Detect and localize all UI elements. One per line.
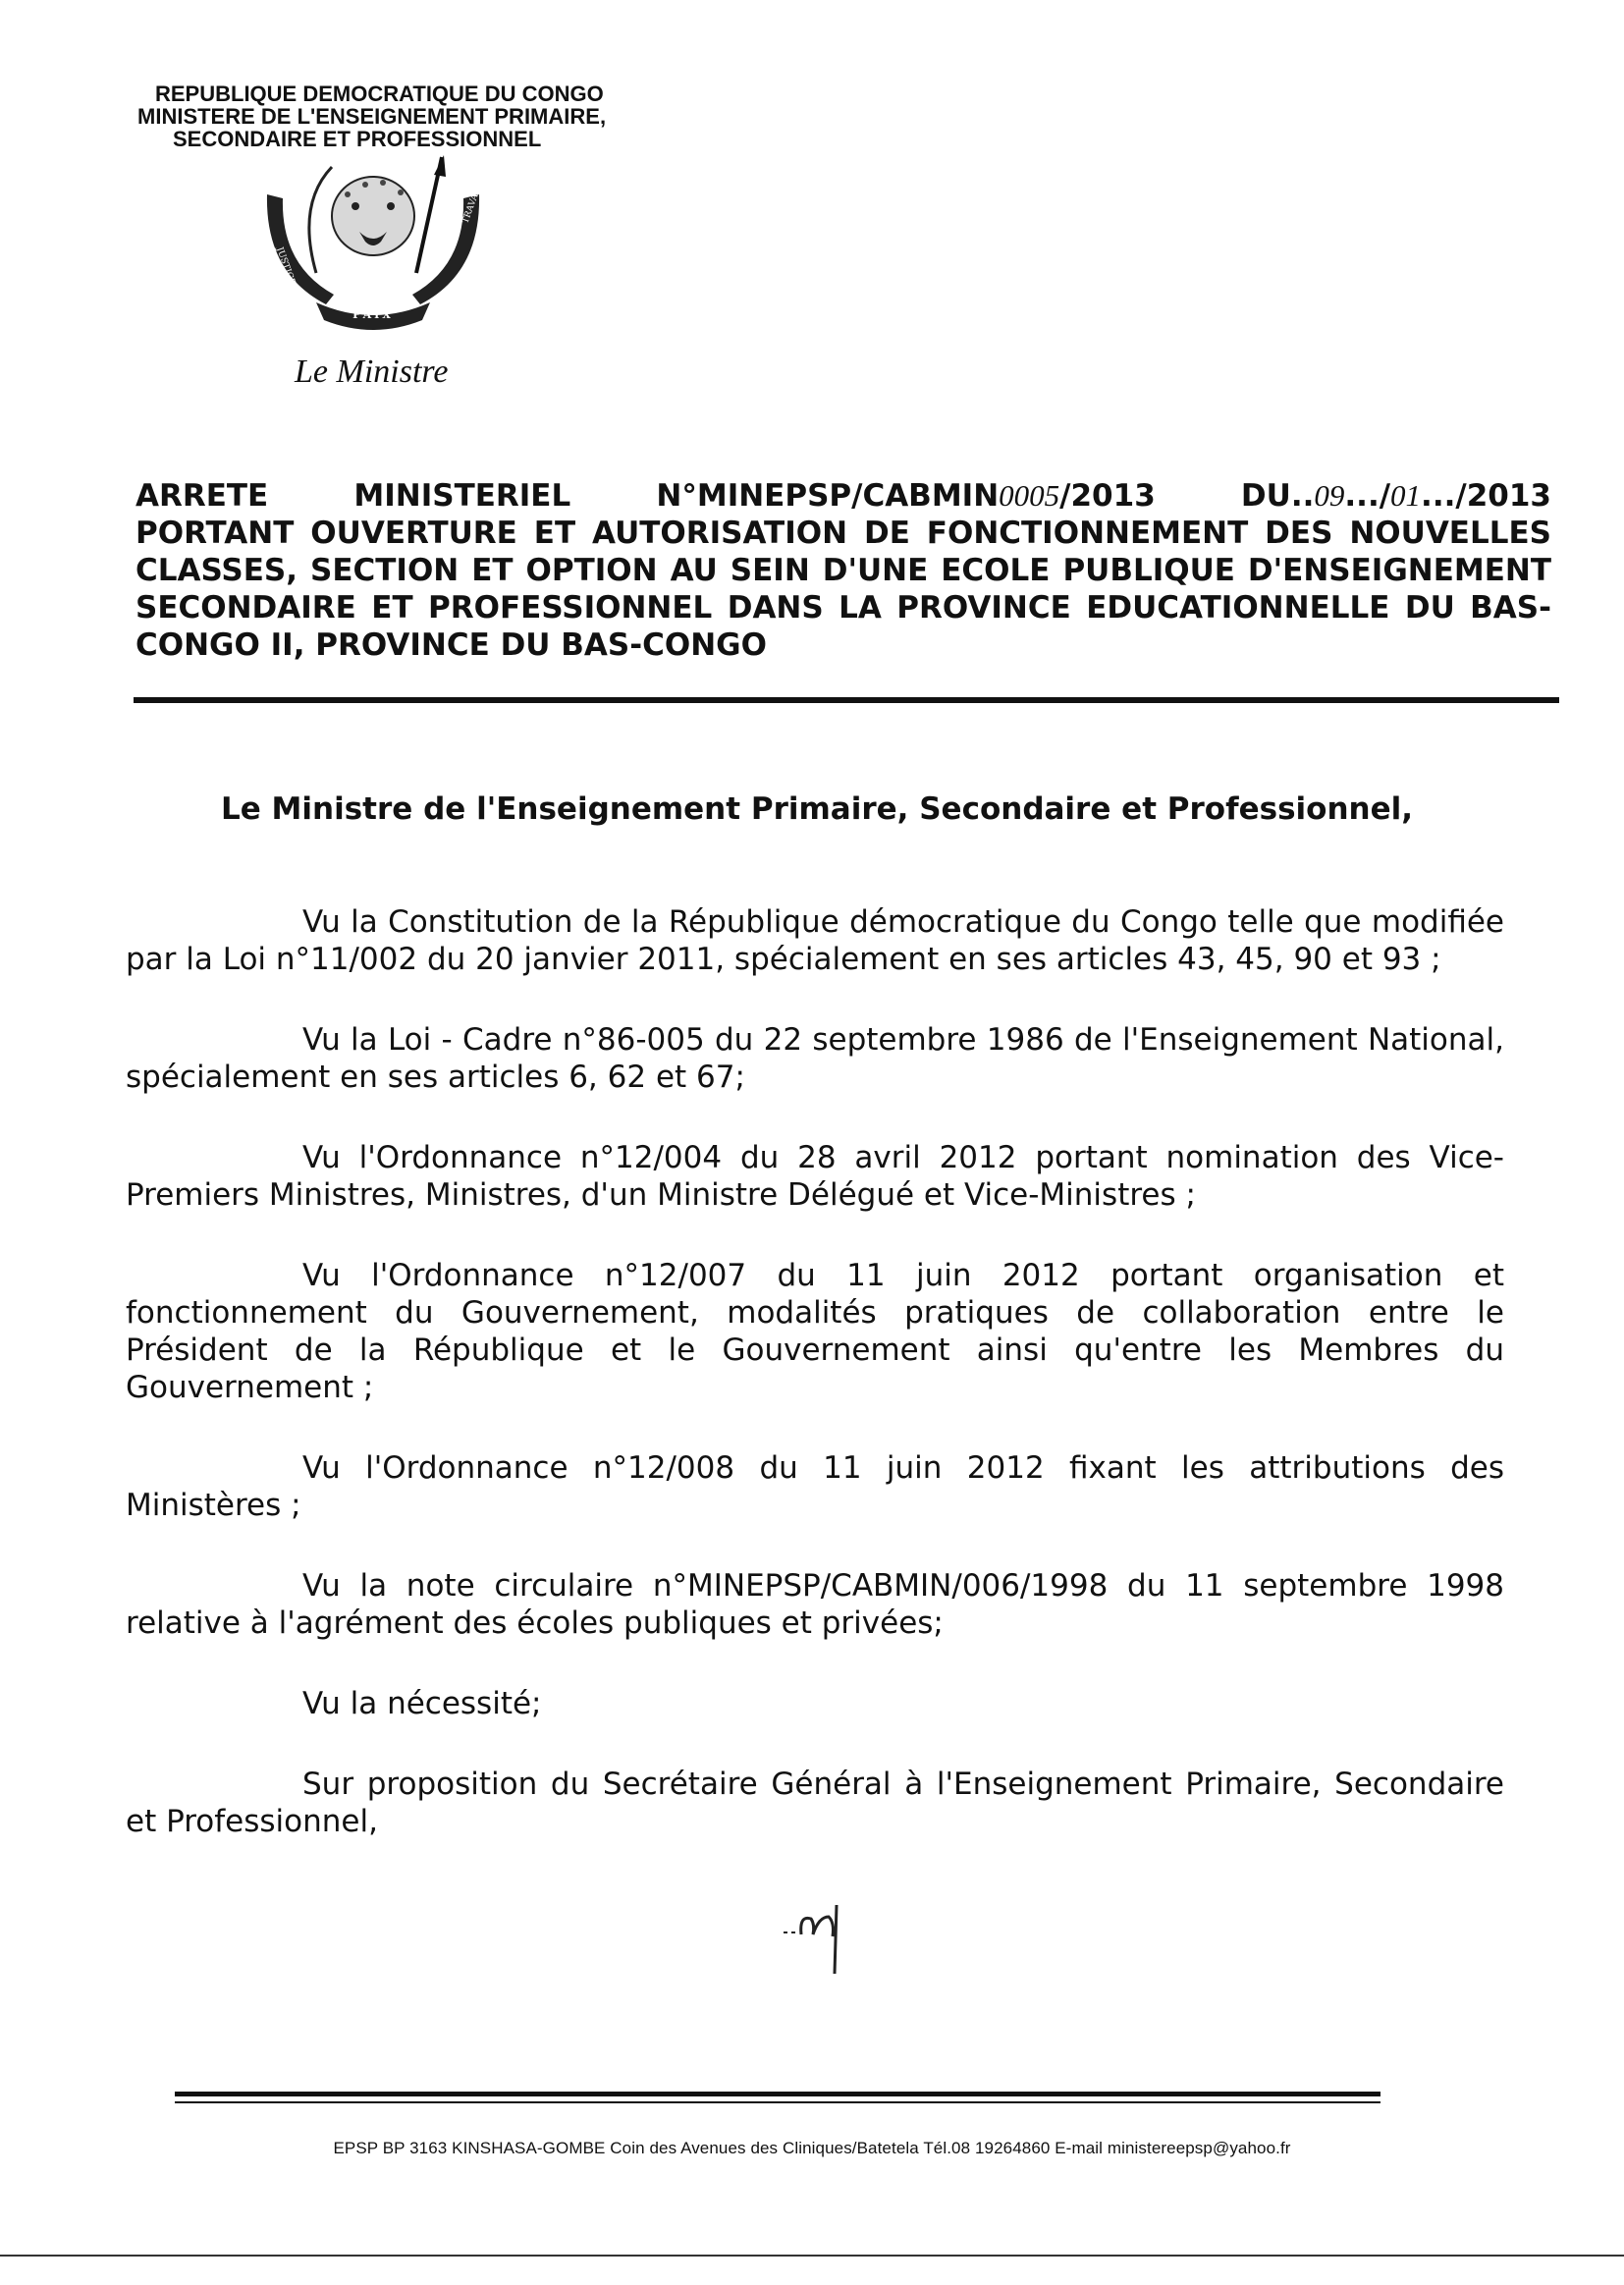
consideration-necessite: Vu la nécessité; (302, 1686, 542, 1721)
consideration-proposition: Sur proposition du Secrétaire Général à l'Enseignement Primaire, Secondaire et Professionnel, (126, 1767, 1504, 1839)
emblem-travail: TRAVAIL (460, 184, 484, 226)
consideration-constitution: Vu la Constitution de la République démocratique du Congo telle que modifiée par la Loi n°11/002 du 20 janvier 2011, spécialement en ses articles 43, 45, 90 et 93 ; (126, 904, 1504, 977)
consideration-ordonnance-004: Vu l'Ordonnance n°12/004 du 28 avril 2012 portant nomination des Vice-Premiers Ministres, Ministres, d'un Ministre Délégué et Vice-Ministres ; (126, 1140, 1504, 1213)
consideration-loi-cadre: Vu la Loi - Cadre n°86-005 du 22 septembre 1986 de l'Enseignement National, spécialement en ses articles 6, 62 et 67; (126, 1022, 1504, 1095)
decree-title (135, 477, 1551, 664)
handwritten-initials-icon (776, 1895, 864, 1984)
footer-address: EPSP BP 3163 KINSHASA-GOMBE Coin des Avenues des Cliniques/Batetela Tél.08 19264860 E-mail ministereepsp@yahoo.fr (333, 2139, 1291, 2157)
consideration-ordonnance-007: Vu l'Ordonnance n°12/007 du 11 juin 2012 portant organisation et fonctionnement du Gouvernement, modalités pratiques de collaboration entre le Président de la République et le Gouvernement ainsi qu'entre les Membres du Gouvernement ; (126, 1258, 1504, 1405)
title-word-ministeriel: MINISTERIEL (353, 478, 571, 514)
footer-divider-thin (175, 2101, 1380, 2103)
page-edge (0, 2255, 1624, 2257)
decree-number: N°MINEPSP/CABMIN0005/2013 (656, 478, 1156, 514)
footer-divider-thick (175, 2092, 1380, 2096)
decree-day-handwritten: 09 (1314, 478, 1345, 513)
title-divider (134, 697, 1559, 703)
opening-line: Le Ministre de l'Enseignement Primaire, Secondaire et Professionnel, (220, 791, 1414, 827)
decree-month-handwritten: 01 (1390, 478, 1422, 513)
letterhead-line1: REPUBLIQUE DEMOCRATIQUE DU CONGO (155, 82, 604, 106)
letterhead-line2: MINISTERE DE L'ENSEIGNEMENT PRIMAIRE, (137, 104, 607, 129)
consideration-note-circulaire: Vu la note circulaire n°MINEPSP/CABMIN/006/1998 du 11 septembre 1998 relative à l'agrément des écoles publiques et privées; (126, 1568, 1504, 1641)
decree-number-line (135, 477, 1551, 515)
emblem-justice: JUSTICE (274, 245, 298, 287)
letterhead (128, 82, 717, 150)
coat-of-arms-icon (257, 155, 493, 342)
consideration-ordonnance-008: Vu l'Ordonnance n°12/008 du 11 juin 2012 fixant les attributions des Ministères ; (126, 1450, 1504, 1523)
signatory-title: Le Ministre (295, 354, 449, 390)
decree-date: DU..09.../01.../2013 (1240, 478, 1551, 514)
title-word-arrete: ARRETE (135, 478, 269, 514)
considerations (126, 903, 1504, 1883)
letterhead-line3: SECONDAIRE ET PROFESSIONNEL (173, 127, 542, 151)
decree-subject: PORTANT OUVERTURE ET AUTORISATION DE FONCTIONNEMENT DES NOUVELLES CLASSES, SECTION ET OPTION AU SEIN D'UNE ECOLE PUBLIQUE D'ENSEIGNEMENT SECONDAIRE ET PROFESSIONNEL DANS LA PROVINCE EDUCATIONNELLE DU BAS-CONGO II, PROVINCE DU BAS-CONGO (135, 516, 1551, 663)
decree-number-handwritten: 0005 (999, 478, 1060, 513)
emblem-paix: PAIX (352, 308, 394, 321)
